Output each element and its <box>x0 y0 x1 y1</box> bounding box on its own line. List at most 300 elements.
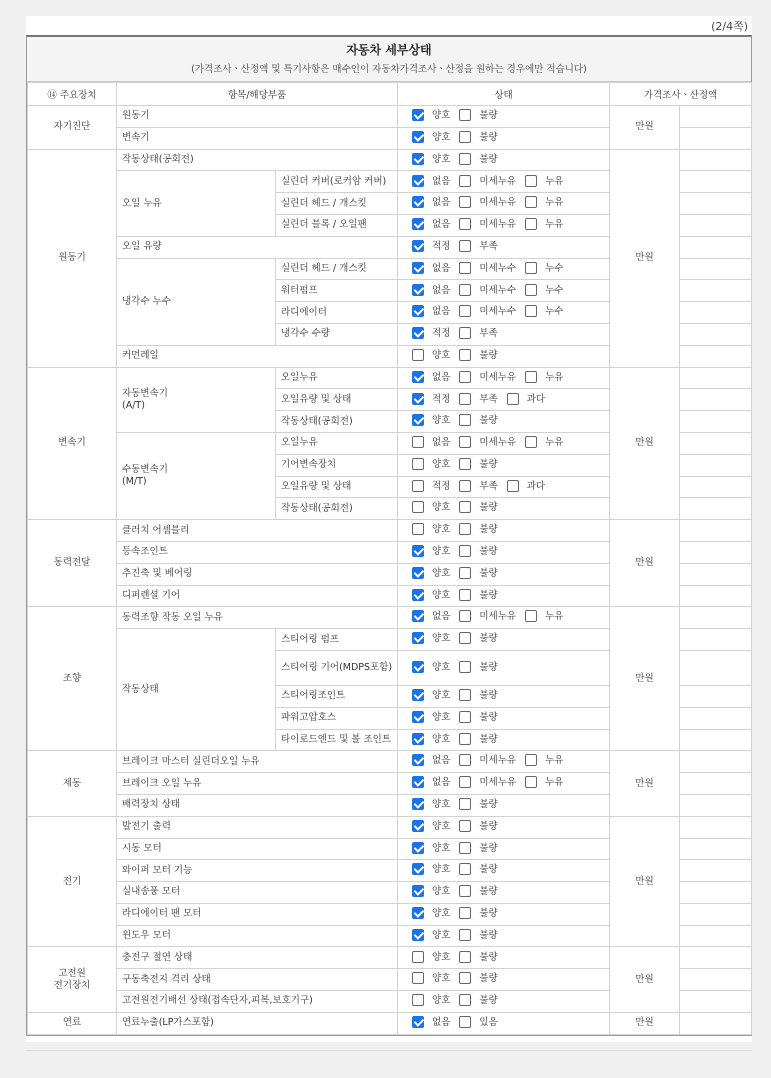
price-value-field[interactable] <box>680 563 752 585</box>
option-label: 불량 <box>479 633 498 645</box>
status-option[interactable] <box>525 285 563 298</box>
option-label: 불량 <box>479 929 498 941</box>
status-option[interactable] <box>412 154 450 167</box>
checkbox[interactable] <box>525 371 537 383</box>
status-option[interactable] <box>412 995 450 1008</box>
checked-checkbox[interactable] <box>412 240 424 252</box>
checked-checkbox[interactable] <box>412 175 424 187</box>
checkbox[interactable] <box>459 109 471 121</box>
status-option[interactable] <box>525 777 563 790</box>
checked-checkbox[interactable] <box>412 632 424 644</box>
option-label: 누유 <box>545 219 564 231</box>
status-option[interactable] <box>459 306 516 319</box>
status-option[interactable] <box>412 437 450 450</box>
checkbox[interactable] <box>459 349 471 361</box>
price-value-field[interactable] <box>680 947 752 969</box>
status-option[interactable] <box>459 843 497 856</box>
checkbox[interactable] <box>459 458 471 470</box>
checkbox[interactable] <box>525 754 537 766</box>
checked-checkbox[interactable] <box>412 589 424 601</box>
option-label: 적정 <box>432 480 451 492</box>
price-value-field[interactable] <box>680 367 752 389</box>
status-option[interactable] <box>412 568 450 581</box>
status-option[interactable] <box>459 799 497 812</box>
status-option[interactable] <box>459 154 497 167</box>
status-option[interactable] <box>459 502 497 515</box>
option-label: 미세누유 <box>479 777 517 789</box>
status-option[interactable] <box>459 372 516 385</box>
device-category: 변속기 <box>28 367 117 520</box>
checkbox[interactable] <box>412 349 424 361</box>
status-option[interactable] <box>459 459 497 472</box>
status-option[interactable] <box>412 799 450 812</box>
status-option[interactable] <box>412 611 450 624</box>
status-option[interactable] <box>412 843 450 856</box>
item-label: 라디에이터 팬 모터 <box>117 903 398 925</box>
table-row <box>28 106 752 128</box>
status-option[interactable] <box>459 176 516 189</box>
status-option[interactable] <box>459 734 497 747</box>
checkbox[interactable] <box>459 885 471 897</box>
checkbox[interactable] <box>459 1016 471 1028</box>
next-page-edge <box>26 1050 752 1051</box>
price-value-field[interactable] <box>680 860 752 882</box>
status-option[interactable] <box>459 328 497 341</box>
status-option[interactable] <box>459 394 497 407</box>
item-label: 오일 유량 <box>117 236 398 258</box>
status-option[interactable] <box>459 219 516 232</box>
checked-checkbox[interactable] <box>412 218 424 230</box>
checkbox[interactable] <box>412 994 424 1006</box>
checkbox[interactable] <box>459 327 471 339</box>
checkbox[interactable] <box>412 458 424 470</box>
status-option[interactable] <box>412 821 450 834</box>
checked-checkbox[interactable] <box>412 371 424 383</box>
status-options <box>398 794 610 816</box>
price-value-field[interactable] <box>680 149 752 171</box>
checkbox[interactable] <box>459 776 471 788</box>
status-option[interactable] <box>412 633 450 646</box>
price-value-field[interactable] <box>680 969 752 991</box>
checked-checkbox[interactable] <box>412 567 424 579</box>
device-category: 원동기 <box>28 149 117 367</box>
checkbox[interactable] <box>459 480 471 492</box>
option-label: 미세누수 <box>479 284 517 296</box>
table-row <box>28 751 752 773</box>
status-options <box>398 585 610 607</box>
price-value-field[interactable] <box>680 541 752 563</box>
status-option[interactable] <box>412 908 450 921</box>
price-value-field[interactable] <box>680 773 752 795</box>
checked-checkbox[interactable] <box>412 327 424 339</box>
price-value-field[interactable] <box>680 389 752 411</box>
checkbox[interactable] <box>459 284 471 296</box>
status-option[interactable] <box>412 481 450 494</box>
price-value-field[interactable] <box>680 432 752 454</box>
checked-checkbox[interactable] <box>412 196 424 208</box>
status-option[interactable] <box>412 394 450 407</box>
checkbox[interactable] <box>525 776 537 788</box>
checkbox[interactable] <box>459 972 471 984</box>
price-value-field[interactable] <box>680 476 752 498</box>
checkbox[interactable] <box>525 218 537 230</box>
price-value-field[interactable] <box>680 607 752 629</box>
price-value-field[interactable] <box>680 411 752 433</box>
status-option[interactable] <box>459 712 497 725</box>
checked-checkbox[interactable] <box>412 610 424 622</box>
checkbox[interactable] <box>459 175 471 187</box>
status-option[interactable] <box>412 110 450 123</box>
price-unit: 만원 <box>610 947 680 1012</box>
status-option[interactable] <box>459 481 497 494</box>
checked-checkbox[interactable] <box>412 842 424 854</box>
status-option[interactable] <box>412 372 450 385</box>
checked-checkbox[interactable] <box>412 907 424 919</box>
option-label: 부족 <box>479 240 498 252</box>
status-option[interactable] <box>412 734 450 747</box>
status-option[interactable] <box>412 350 450 363</box>
status-option[interactable] <box>412 328 450 341</box>
checkbox[interactable] <box>525 262 537 274</box>
status-option[interactable] <box>412 662 450 675</box>
status-options <box>398 520 610 542</box>
checkbox[interactable] <box>459 567 471 579</box>
option-label: 양호 <box>432 908 451 920</box>
price-value-field[interactable] <box>680 794 752 816</box>
status-option[interactable] <box>459 590 497 603</box>
checkbox[interactable] <box>459 610 471 622</box>
status-option[interactable] <box>412 886 450 899</box>
checkbox[interactable] <box>459 907 471 919</box>
checkbox[interactable] <box>459 994 471 1006</box>
status-option[interactable] <box>507 394 545 407</box>
status-options <box>398 707 610 729</box>
checkbox[interactable] <box>459 196 471 208</box>
checked-checkbox[interactable] <box>412 393 424 405</box>
checkbox[interactable] <box>459 711 471 723</box>
item-label: 기어변속장치 <box>276 454 398 476</box>
checked-checkbox[interactable] <box>412 262 424 274</box>
status-option[interactable] <box>459 110 497 123</box>
status-option[interactable] <box>507 481 545 494</box>
price-value-field[interactable] <box>680 106 752 128</box>
price-value-field[interactable] <box>680 454 752 476</box>
checkbox[interactable] <box>459 661 471 673</box>
checkbox[interactable] <box>459 240 471 252</box>
status-option[interactable] <box>412 132 450 145</box>
option-label: 양호 <box>432 842 451 854</box>
option-label: 불량 <box>479 951 498 963</box>
status-option[interactable] <box>525 197 563 210</box>
checked-checkbox[interactable] <box>412 109 424 121</box>
item-label: 작동상태(공회전) <box>117 149 398 171</box>
checked-checkbox[interactable] <box>412 798 424 810</box>
status-option[interactable] <box>459 611 516 624</box>
price-value-field[interactable] <box>680 838 752 860</box>
status-option[interactable] <box>459 995 497 1008</box>
checked-checkbox[interactable] <box>412 305 424 317</box>
status-option[interactable] <box>459 415 497 428</box>
status-options <box>398 816 610 838</box>
price-value-field[interactable] <box>680 302 752 324</box>
status-option[interactable] <box>412 777 450 790</box>
status-options <box>398 1012 610 1034</box>
option-label: 불량 <box>479 502 498 514</box>
checked-checkbox[interactable] <box>412 414 424 426</box>
status-option[interactable] <box>459 524 497 537</box>
status-option[interactable] <box>459 241 497 254</box>
status-option[interactable] <box>525 263 563 276</box>
option-label: 불량 <box>479 458 498 470</box>
status-option[interactable] <box>412 285 450 298</box>
checkbox[interactable] <box>525 436 537 448</box>
status-option[interactable] <box>459 546 497 559</box>
status-option[interactable] <box>412 690 450 703</box>
price-value-field[interactable] <box>680 882 752 904</box>
checkbox[interactable] <box>459 371 471 383</box>
status-option[interactable] <box>412 712 450 725</box>
status-options <box>398 729 610 751</box>
checked-checkbox[interactable] <box>412 689 424 701</box>
sub-category: 자동변속기 (A/T) <box>117 367 276 432</box>
checked-checkbox[interactable] <box>412 863 424 875</box>
item-label: 연료누출(LP가스포함) <box>117 1012 398 1034</box>
status-option[interactable] <box>525 176 563 189</box>
item-label: 실린더 커버(로커암 커버) <box>276 171 398 193</box>
option-label: 없음 <box>432 306 451 318</box>
price-value-field[interactable] <box>680 991 752 1013</box>
status-option[interactable] <box>412 930 450 943</box>
checkbox[interactable] <box>459 589 471 601</box>
option-label: 누유 <box>545 437 564 449</box>
checkbox[interactable] <box>459 131 471 143</box>
option-label: 불량 <box>479 711 498 723</box>
option-label: 없음 <box>432 1017 451 1029</box>
price-value-field[interactable] <box>680 751 752 773</box>
checkbox[interactable] <box>507 393 519 405</box>
checkbox[interactable] <box>459 153 471 165</box>
checkbox[interactable] <box>459 436 471 448</box>
price-value-field[interactable] <box>680 816 752 838</box>
checkbox[interactable] <box>412 523 424 535</box>
checkbox[interactable] <box>459 414 471 426</box>
status-option[interactable] <box>525 755 563 768</box>
checkbox[interactable] <box>459 733 471 745</box>
checked-checkbox[interactable] <box>412 284 424 296</box>
status-option[interactable] <box>459 568 497 581</box>
price-value-field[interactable] <box>680 520 752 542</box>
item-label: 라디에이터 <box>276 302 398 324</box>
checked-checkbox[interactable] <box>412 661 424 673</box>
price-value-field[interactable] <box>680 236 752 258</box>
price-value-field[interactable] <box>680 345 752 367</box>
status-option[interactable] <box>459 864 497 877</box>
status-option[interactable] <box>459 633 497 646</box>
checkbox[interactable] <box>459 523 471 535</box>
price-value-field[interactable] <box>680 707 752 729</box>
checkbox[interactable] <box>459 754 471 766</box>
status-option[interactable] <box>525 372 563 385</box>
status-options <box>398 650 610 685</box>
status-option[interactable] <box>412 219 450 232</box>
checked-checkbox[interactable] <box>412 885 424 897</box>
form-title: 자동차 세부상태 <box>346 43 432 57</box>
status-option[interactable] <box>412 864 450 877</box>
status-option[interactable] <box>412 590 450 603</box>
checkbox[interactable] <box>459 689 471 701</box>
price-value-field[interactable] <box>680 1012 752 1034</box>
status-option[interactable] <box>412 459 450 472</box>
status-options <box>398 149 610 171</box>
status-options <box>398 882 610 904</box>
price-value-field[interactable] <box>680 280 752 302</box>
device-category: 전기 <box>28 816 117 947</box>
price-value-field[interactable] <box>680 585 752 607</box>
status-option[interactable] <box>459 886 497 899</box>
option-label: 불량 <box>479 973 498 985</box>
checked-checkbox[interactable] <box>412 754 424 766</box>
status-option[interactable] <box>412 1017 450 1030</box>
price-value-field[interactable] <box>680 925 752 947</box>
checkbox[interactable] <box>459 305 471 317</box>
option-label: 양호 <box>432 633 451 645</box>
header-price: 가격조사ㆍ산정액 <box>610 83 752 106</box>
item-label: 동력조향 작동 오일 누유 <box>117 607 398 629</box>
checked-checkbox[interactable] <box>412 131 424 143</box>
status-option[interactable] <box>459 973 497 986</box>
price-value-field[interactable] <box>680 323 752 345</box>
checked-checkbox[interactable] <box>412 711 424 723</box>
checkbox[interactable] <box>507 480 519 492</box>
status-option[interactable] <box>459 132 497 145</box>
price-value-field[interactable] <box>680 171 752 193</box>
checkbox[interactable] <box>459 545 471 557</box>
checkbox[interactable] <box>459 262 471 274</box>
status-option[interactable] <box>412 197 450 210</box>
checked-checkbox[interactable] <box>412 820 424 832</box>
status-option[interactable] <box>459 662 497 675</box>
price-value-field[interactable] <box>680 193 752 215</box>
checked-checkbox[interactable] <box>412 929 424 941</box>
status-option[interactable] <box>459 690 497 703</box>
checkbox[interactable] <box>525 305 537 317</box>
price-value-field[interactable] <box>680 629 752 651</box>
price-value-field[interactable] <box>680 498 752 520</box>
price-value-field[interactable] <box>680 903 752 925</box>
table-row <box>28 367 752 389</box>
status-option[interactable] <box>412 176 450 189</box>
checkbox[interactable] <box>525 175 537 187</box>
checked-checkbox[interactable] <box>412 733 424 745</box>
status-option[interactable] <box>525 611 563 624</box>
status-option[interactable] <box>459 197 516 210</box>
status-option[interactable] <box>459 755 516 768</box>
checkbox[interactable] <box>459 842 471 854</box>
status-option[interactable] <box>412 755 450 768</box>
status-options <box>398 454 610 476</box>
price-value-field[interactable] <box>680 127 752 149</box>
option-label: 양호 <box>432 502 451 514</box>
status-option[interactable] <box>459 263 516 276</box>
checked-checkbox[interactable] <box>412 776 424 788</box>
status-option[interactable] <box>412 306 450 319</box>
table-row <box>28 607 752 629</box>
option-label: 불량 <box>479 415 498 427</box>
checked-checkbox[interactable] <box>412 545 424 557</box>
status-option[interactable] <box>459 952 497 965</box>
price-value-field[interactable] <box>680 258 752 280</box>
checkbox[interactable] <box>459 632 471 644</box>
checkbox[interactable] <box>412 951 424 963</box>
status-option[interactable] <box>412 415 450 428</box>
option-label: 미세누유 <box>479 437 517 449</box>
option-label: 없음 <box>432 219 451 231</box>
price-value-field[interactable] <box>680 650 752 685</box>
status-options <box>398 860 610 882</box>
checked-checkbox[interactable] <box>412 153 424 165</box>
option-label: 미세누수 <box>479 262 517 274</box>
device-category: 연료 <box>28 1012 117 1034</box>
status-option[interactable] <box>412 973 450 986</box>
checkbox[interactable] <box>459 951 471 963</box>
price-value-field[interactable] <box>680 685 752 707</box>
checkbox[interactable] <box>525 284 537 296</box>
price-unit: 만원 <box>610 367 680 520</box>
status-option[interactable] <box>525 306 563 319</box>
checkbox[interactable] <box>412 436 424 448</box>
checkbox[interactable] <box>525 610 537 622</box>
status-option[interactable] <box>459 777 516 790</box>
status-options <box>398 969 610 991</box>
checkbox[interactable] <box>412 972 424 984</box>
status-option[interactable] <box>459 930 497 943</box>
item-label: 오일유량 및 상태 <box>276 389 398 411</box>
status-option[interactable] <box>459 285 516 298</box>
status-option[interactable] <box>412 241 450 254</box>
item-label: 냉각수 수량 <box>276 323 398 345</box>
checkbox[interactable] <box>412 501 424 513</box>
price-value-field[interactable] <box>680 214 752 236</box>
option-label: 누유 <box>545 611 564 623</box>
checkbox[interactable] <box>412 480 424 492</box>
checkbox[interactable] <box>459 218 471 230</box>
status-option[interactable] <box>459 908 497 921</box>
status-option[interactable] <box>459 821 497 834</box>
status-option[interactable] <box>459 350 497 363</box>
status-option[interactable] <box>412 952 450 965</box>
status-option[interactable] <box>525 437 563 450</box>
checkbox[interactable] <box>459 820 471 832</box>
status-option[interactable] <box>412 546 450 559</box>
checkbox[interactable] <box>459 393 471 405</box>
item-label: 워터펌프 <box>276 280 398 302</box>
status-option[interactable] <box>459 1017 497 1030</box>
status-option[interactable] <box>459 437 516 450</box>
checked-checkbox[interactable] <box>412 1016 424 1028</box>
status-option[interactable] <box>412 524 450 537</box>
status-option[interactable] <box>412 502 450 515</box>
checkbox[interactable] <box>459 929 471 941</box>
checkbox[interactable] <box>525 196 537 208</box>
option-label: 불량 <box>479 864 498 876</box>
checkbox[interactable] <box>459 501 471 513</box>
status-option[interactable] <box>525 219 563 232</box>
checkbox[interactable] <box>459 863 471 875</box>
price-value-field[interactable] <box>680 729 752 751</box>
checkbox[interactable] <box>459 798 471 810</box>
status-option[interactable] <box>412 263 450 276</box>
table-row <box>28 947 752 969</box>
